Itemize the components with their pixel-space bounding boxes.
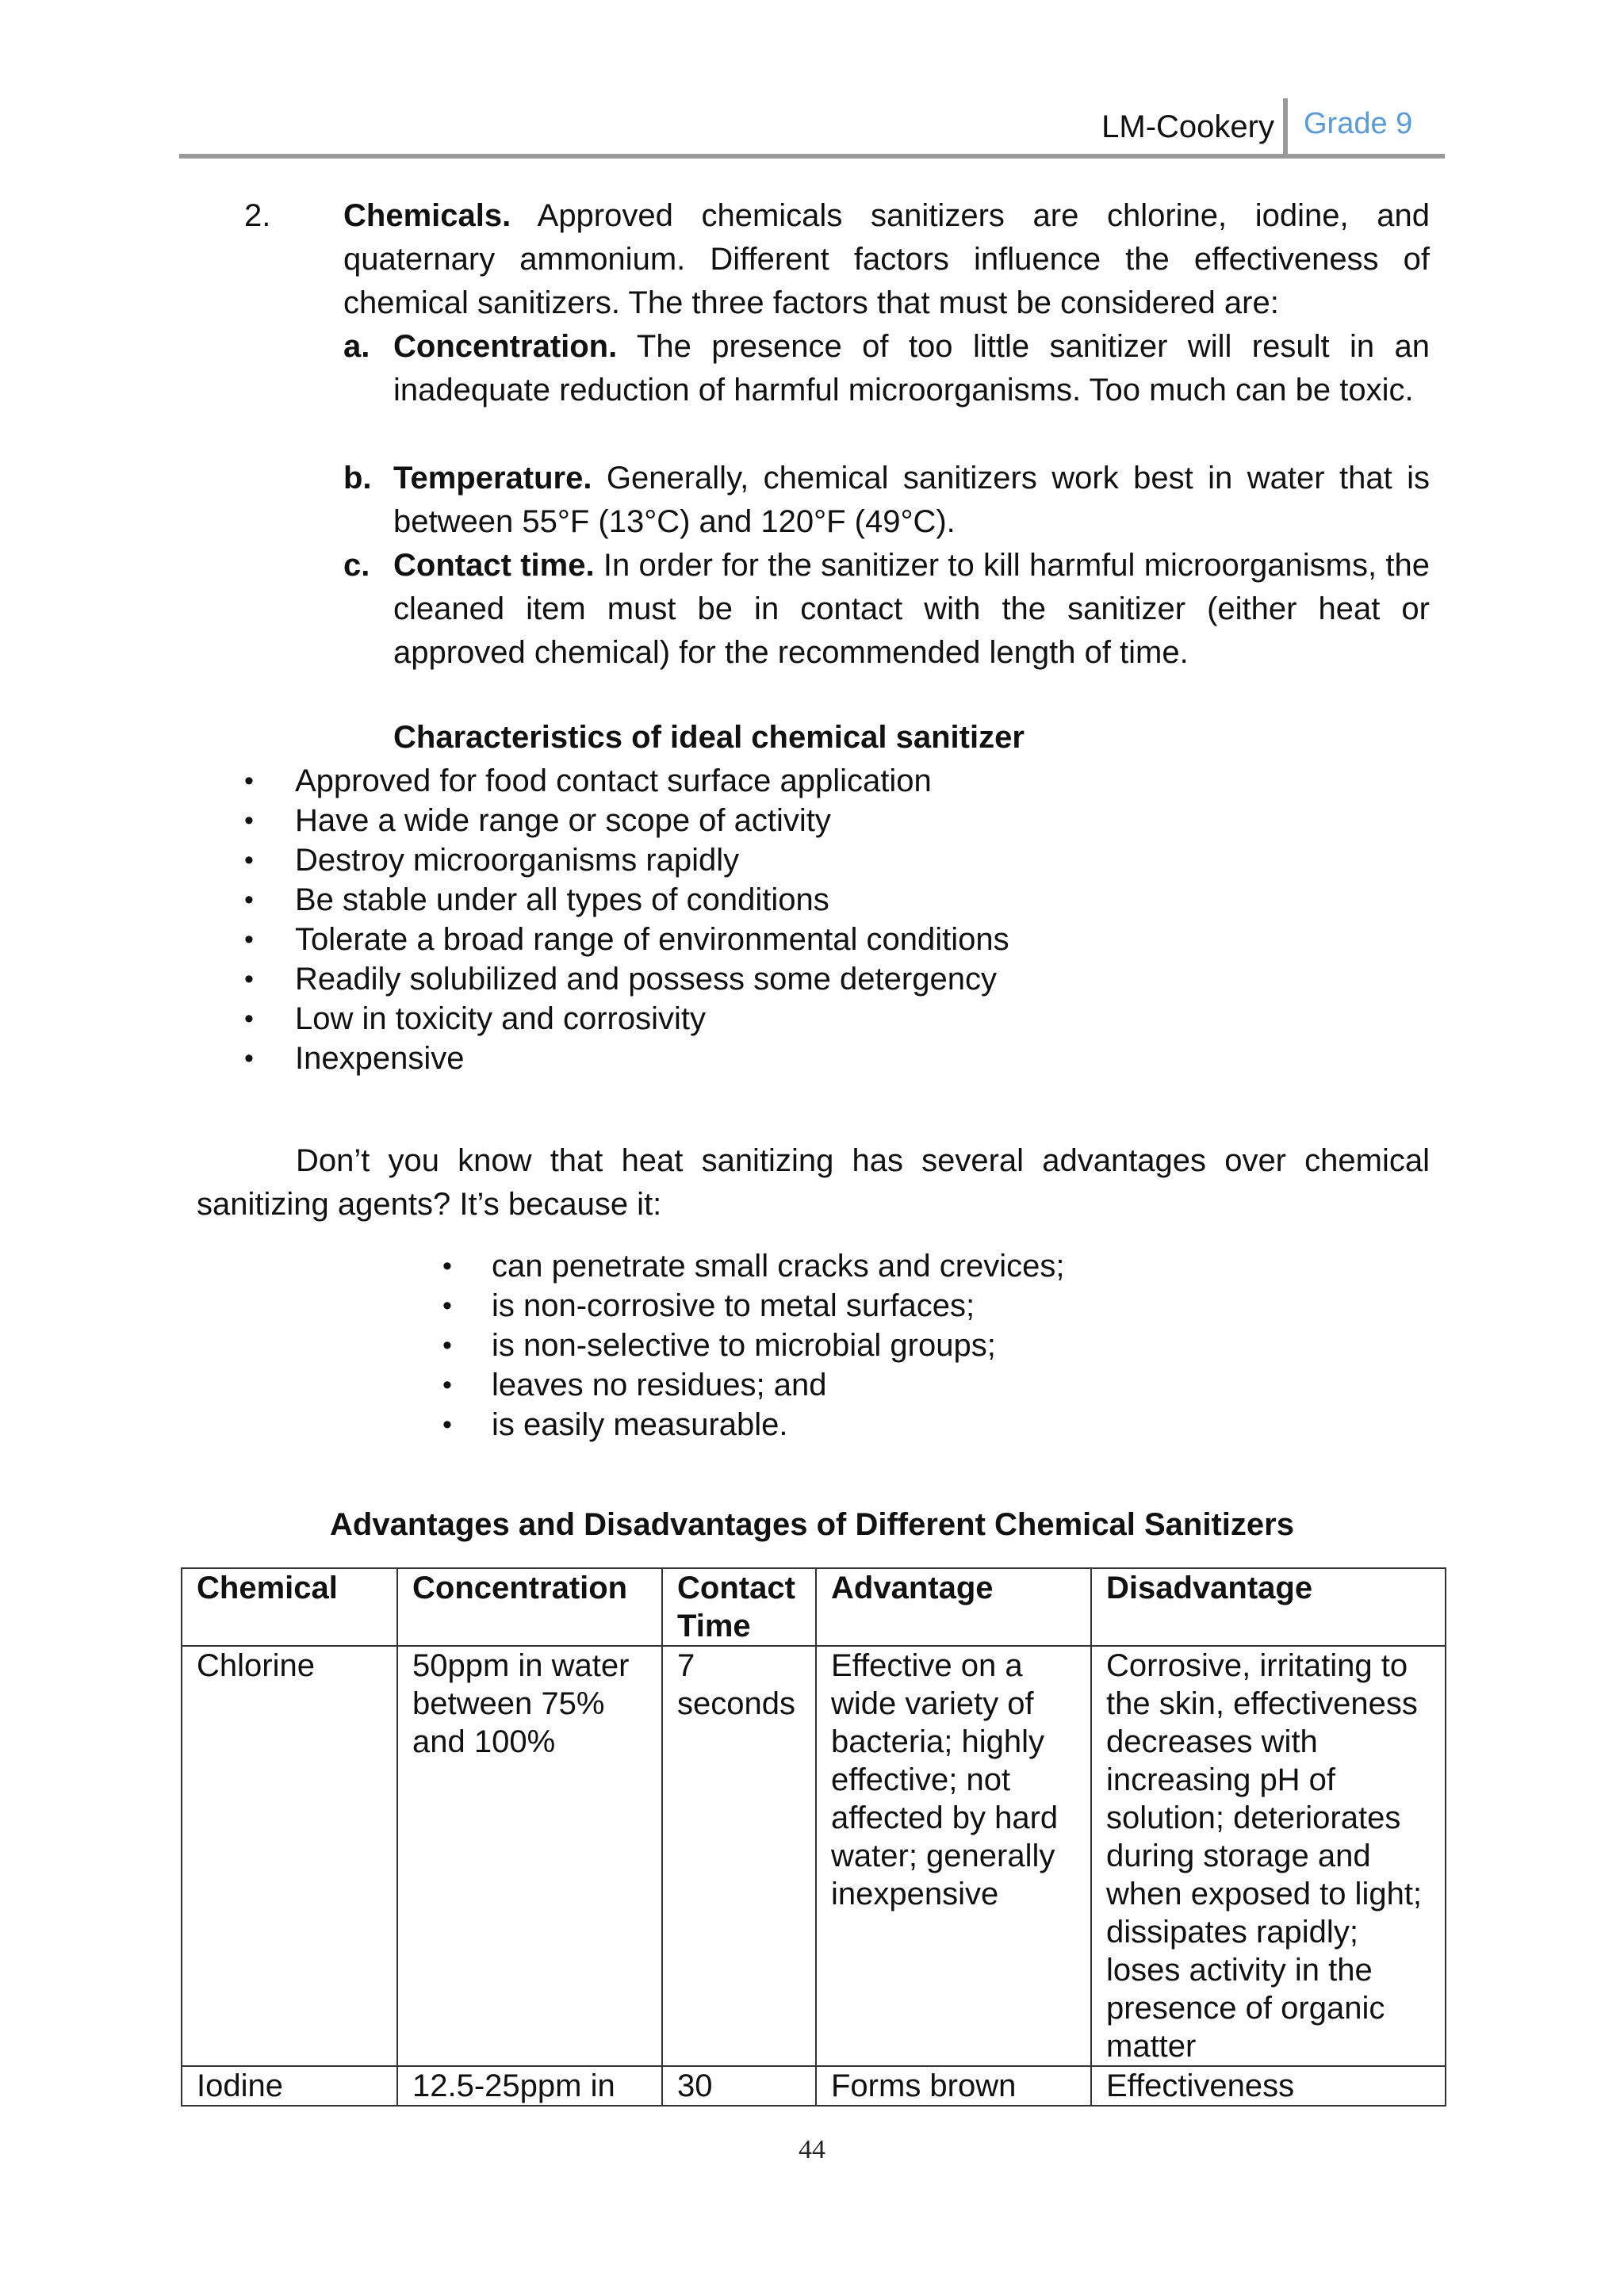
bullet-icon: • — [442, 1410, 452, 1440]
column-header: Advantage — [816, 1568, 1091, 1646]
factor-letter: c. — [343, 548, 370, 583]
table-cell: Effectiveness — [1091, 2066, 1446, 2106]
factor-title: Temperature. — [393, 461, 592, 496]
factor-letter: b. — [343, 461, 372, 496]
bullet-icon: • — [442, 1330, 452, 1360]
table-header-row — [182, 1568, 1446, 1646]
table-cell: 30 — [662, 2066, 816, 2106]
list-item: • Approved for food contact surface application — [238, 761, 1009, 801]
bullet-icon: • — [244, 885, 254, 915]
list-item: • leaves no residues; and — [435, 1365, 1065, 1405]
table-cell: Chlorine — [182, 1646, 397, 2066]
table-cell: Corrosive, irritating to the skin, effectiveness decreases with increasing pH of solution; deteriorates during storage and when exposed to light; dissipates rapidly; loses activity in the presence of organic matter — [1091, 1646, 1446, 2066]
header-rule — [179, 154, 1445, 159]
header-separator — [1283, 98, 1288, 159]
list-item: • Tolerate a broad range of environmental conditions — [238, 920, 1009, 959]
section-paragraph — [343, 194, 1430, 325]
factor-concentration — [343, 325, 1430, 412]
list-item: • is easily measurable. — [435, 1405, 1065, 1445]
list-item: • can penetrate small cracks and crevices; — [435, 1246, 1065, 1286]
factor-temperature — [343, 457, 1430, 544]
bullet-icon: • — [244, 845, 254, 875]
table-cell: 7 seconds — [662, 1646, 816, 2066]
table-row — [182, 2066, 1446, 2106]
list-item: • Destroy microorganisms rapidly — [238, 840, 1009, 880]
list-item: • is non-selective to microbial groups; — [435, 1326, 1065, 1365]
bullet-icon: • — [244, 964, 254, 994]
page-header — [179, 94, 1445, 159]
factor-letter: a. — [343, 329, 370, 364]
header-grade: Grade 9 — [1304, 107, 1413, 140]
header-title: LM-Cookery — [1101, 109, 1274, 144]
factor-contact-time — [343, 544, 1430, 675]
characteristics-heading: Characteristics of ideal chemical sanitizer — [393, 720, 1025, 755]
section-text: Approved chemicals sanitizers are chlorine, iodine, and quaternary ammonium. Different factors influence the effectiveness of chemical sanitizers. The three factors that must be considered are: — [343, 198, 1430, 320]
list-item: • Inexpensive — [238, 1039, 1009, 1078]
section-lead: Chemicals. — [343, 198, 511, 233]
table-cell: Effective on a wide variety of bacteria; highly effective; not affected by hard water; generally inexpensive — [816, 1646, 1091, 2066]
bullet-icon: • — [442, 1251, 452, 1281]
list-item: • Readily solubilized and possess some detergency — [238, 959, 1009, 999]
factor-text: The presence of too little sanitizer will result in an inadequate reduction of harmful microorganisms. Too much can be toxic. — [393, 329, 1430, 408]
heat-intro-paragraph: Don’t you know that heat sanitizing has several advantages over chemical sanitizing agents? It’s because it: — [197, 1143, 1430, 1222]
characteristics-list — [238, 761, 1009, 1078]
column-header: Concentration — [397, 1568, 662, 1646]
factor-text: In order for the sanitizer to kill harmful microorganisms, the cleaned item must be in contact with the sanitizer (either heat or approved chemical) for the recommended length of time. — [393, 548, 1430, 670]
factor-title: Contact time. — [393, 548, 595, 583]
bullet-icon: • — [244, 924, 254, 955]
column-header: Contact Time — [662, 1568, 816, 1646]
bullet-icon: • — [442, 1370, 452, 1400]
column-header: Chemical — [182, 1568, 397, 1646]
factor-text: Generally, chemical sanitizers work best in water that is between 55°F (13°C) and 120°F (49°C). — [393, 461, 1430, 539]
table-row — [182, 1646, 1446, 2066]
table-cell: 12.5-25ppm in — [397, 2066, 662, 2106]
heat-advantages-list — [435, 1246, 1065, 1445]
page-number: 44 — [799, 2135, 825, 2164]
sanitizer-table — [181, 1567, 1446, 2107]
table-title: Advantages and Disadvantages of Different Chemical Sanitizers — [330, 1507, 1294, 1542]
table-cell: 50ppm in water between 75% and 100% — [397, 1646, 662, 2066]
list-item: • is non-corrosive to metal surfaces; — [435, 1286, 1065, 1326]
list-item: • Low in toxicity and corrosivity — [238, 999, 1009, 1039]
list-item: • Have a wide range or scope of activity — [238, 801, 1009, 840]
bullet-icon: • — [244, 766, 254, 796]
table-cell: Forms brown — [816, 2066, 1091, 2106]
list-item: • Be stable under all types of conditions — [238, 880, 1009, 920]
column-header: Disadvantage — [1091, 1568, 1446, 1646]
section-number: 2. — [244, 198, 271, 233]
bullet-icon: • — [244, 806, 254, 836]
bullet-icon: • — [244, 1004, 254, 1034]
table-cell: Iodine — [182, 2066, 397, 2106]
factor-title: Concentration. — [393, 329, 618, 364]
bullet-icon: • — [244, 1043, 254, 1073]
bullet-icon: • — [442, 1291, 452, 1321]
